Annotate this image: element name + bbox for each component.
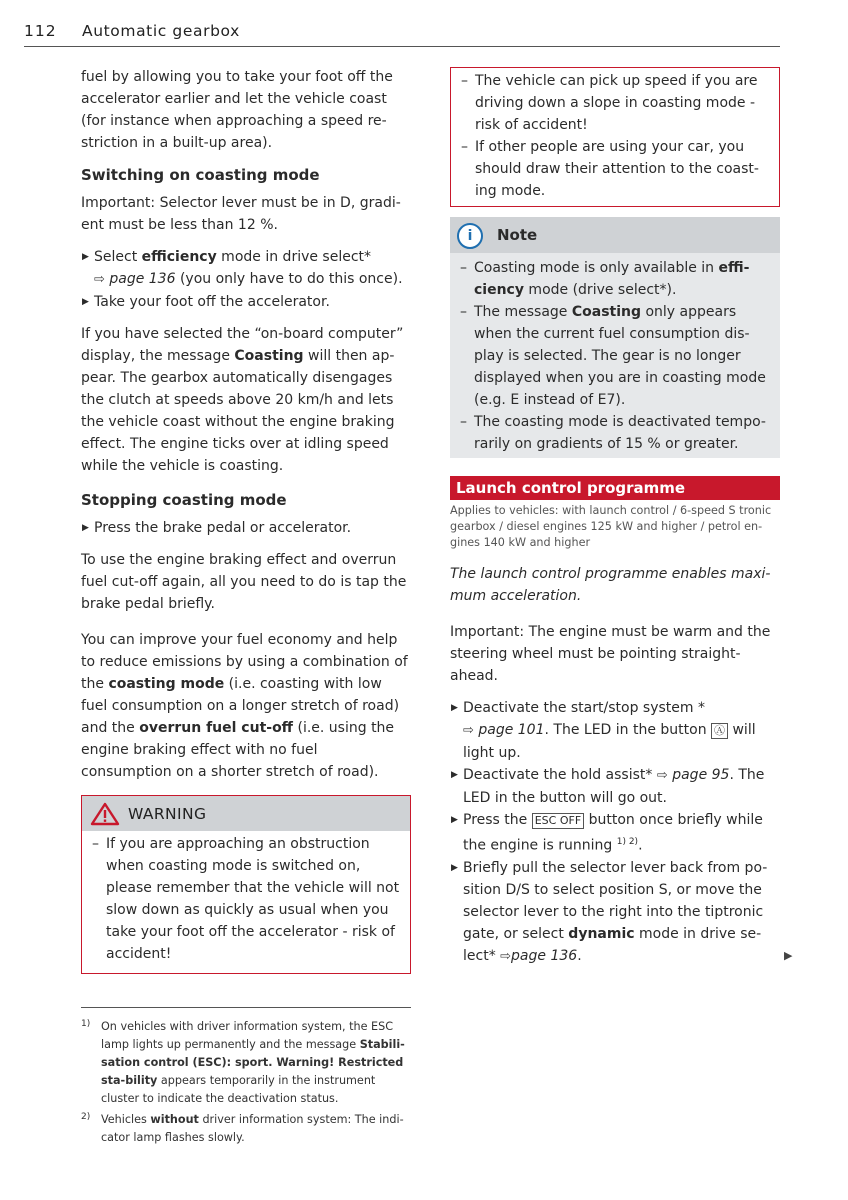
note-item: – The coasting mode is deactivated tempo-rarily on gradients of 15 % or greater. <box>460 414 766 452</box>
bullet-triangle-icon: ▶ <box>451 770 458 780</box>
paragraph-fuel-economy: You can improve your fuel economy and help to reduce emissions by using a combination of the coasting mode (i.e. coasting with low fuel consumption on a longer stretch of road) and the overrun fuel cut-off (i.e. using the engine braking effect with no fuel consumption on a shorter stretch of road). <box>81 632 408 780</box>
bullet-triangle-icon: ▶ <box>82 297 89 307</box>
warning-item: – If other people are using your car, you should draw their attention to the coast-ing mode. <box>461 139 759 199</box>
paragraph-onboard-computer: If you have selected the “on-board computer” display, the message Coasting will then ap-pear. The gearbox automatically disengages the clutch at speeds above 20 km/h and lets the vehicle coast without the engine braking effect. The engine ticks over at idling speed while the vehicle is coasting. <box>81 326 404 474</box>
step-press-brake: ▶ Press the brake pedal or accelerator. <box>81 517 411 539</box>
section-title: Automatic gearbox <box>82 22 240 40</box>
page-ref-arrow-icon: ⇨ <box>463 723 474 738</box>
paragraph-launch-important: Important: The engine must be warm and the steering wheel must be pointing straight-ahead. <box>450 624 771 684</box>
page-ref-arrow-icon: ⇨ <box>500 948 512 964</box>
launch-intro: The launch control programme enables maxi-mum acceleration. <box>450 566 771 604</box>
note-box <box>450 217 780 458</box>
bullet-triangle-icon: ▶ <box>82 523 89 533</box>
footnote-marks: 1) 2) <box>616 837 639 847</box>
footnote-1: 1) On vehicles with driver information system, the ESC lamp lights up permanently and the message Stabili-sation control (ESC): sport. Warning! Restricted sta-bility appears temporarily in the instrument cluster to indicate the deactivation status. <box>81 1019 405 1105</box>
note-item: – Coasting mode is only available in effi-ciency mode (drive select*). <box>460 260 750 298</box>
bullet-triangle-icon: ▶ <box>451 862 458 873</box>
page-reference-link[interactable]: page 136 <box>109 271 176 287</box>
warning-header <box>82 796 410 831</box>
heading-switching-on: Switching on coasting mode <box>81 166 320 184</box>
paragraph-important-switch: Important: Selector lever must be in D, gradi-ent must be less than 12 %. <box>81 195 401 233</box>
warning-item: – The vehicle can pick up speed if you are driving down a slope in coasting mode - risk of accident! <box>461 73 758 133</box>
start-stop-button-icon: Ⓐ <box>711 723 728 739</box>
page-ref-arrow-icon: ⇨ <box>656 768 668 783</box>
warning-item: – If you are approaching an obstruction when coasting mode is switched on, please remember that the vehicle will not slow down as quickly as usual when you take your foot off the accelerator - risk of accident! <box>92 836 400 962</box>
footnote-2: 2) Vehicles without driver information system: The indi-cator lamp flashes slowly. <box>81 1112 404 1144</box>
heading-stopping: Stopping coasting mode <box>81 491 287 509</box>
launch-control-heading: Launch control programme <box>450 476 780 500</box>
page-reference-link[interactable]: page 136 <box>511 947 578 964</box>
right-column <box>450 67 780 968</box>
step-selector-lever: ▶ Briefly pull the selector lever back from po-sition D/S to select position S, or move the selector lever to the right into the tiptronic gate, or select dynamic mode in drive se-lect* ⇨page 136. <box>450 857 780 968</box>
bullet-triangle-icon: ▶ <box>451 703 458 713</box>
note-item: – The message Coasting only appears when the current fuel consumption dis-play is selected. The gear is no longer displayed when you are in coasting mode (e.g. E instead of E7). <box>460 304 766 408</box>
page-reference-link[interactable]: page 101 <box>478 722 545 738</box>
note-title: Note <box>497 226 538 244</box>
step-deactivate-hold-assist: ▶ Deactivate the hold assist* ⇨ page 95. The LED in the button will go out. <box>450 764 780 809</box>
paragraph-intro-continued: fuel by allowing you to take your foot off the accelerator earlier and let the vehicle coast (for instance when approaching a speed re-striction in a built-up area). <box>81 69 393 151</box>
step-press-esc-off: ▶ Press the ESC OFF button once briefly while the engine is running $^{1) 2)}$. <box>450 809 780 857</box>
page-header <box>24 20 780 47</box>
page-reference-link[interactable]: page 95 <box>672 767 730 783</box>
step-release-accelerator: ▶ Take your foot off the accelerator. <box>81 291 411 313</box>
warning-box <box>81 795 411 974</box>
applies-to-text: Applies to vehicles: with launch control / 6-speed S tronic gearbox / diesel engines 125 kW and higher / petrol en-gines 140 kW and higher <box>450 504 772 549</box>
step-select-efficiency: ▶ Select efficiency mode in drive select* ⇨ page 136 (you only have to do this once). <box>81 246 411 291</box>
note-header <box>450 217 780 253</box>
footnotes <box>81 1018 411 1150</box>
footnote-divider <box>81 1007 411 1008</box>
warning-title: WARNING <box>128 805 207 823</box>
page-ref-arrow-icon: ⇨ <box>94 272 105 287</box>
continue-arrow-icon: ▶ <box>784 949 793 962</box>
bullet-triangle-icon: ▶ <box>82 252 89 262</box>
step-deactivate-start-stop: ▶ Deactivate the start/stop system * ⇨ page 101. The LED in the button Ⓐ will light up. <box>450 697 780 764</box>
esc-off-button-icon: ESC OFF <box>532 813 584 829</box>
page-number: 112 <box>24 22 57 40</box>
warning-box-continued <box>450 67 780 207</box>
bullet-triangle-icon: ▶ <box>451 815 458 825</box>
warning-triangle-icon <box>90 802 120 826</box>
left-column <box>81 64 411 974</box>
paragraph-engine-braking: To use the engine braking effect and overrun fuel cut-off again, all you need to do is tap the brake pedal briefly. <box>81 552 407 612</box>
info-icon: i <box>457 223 483 249</box>
